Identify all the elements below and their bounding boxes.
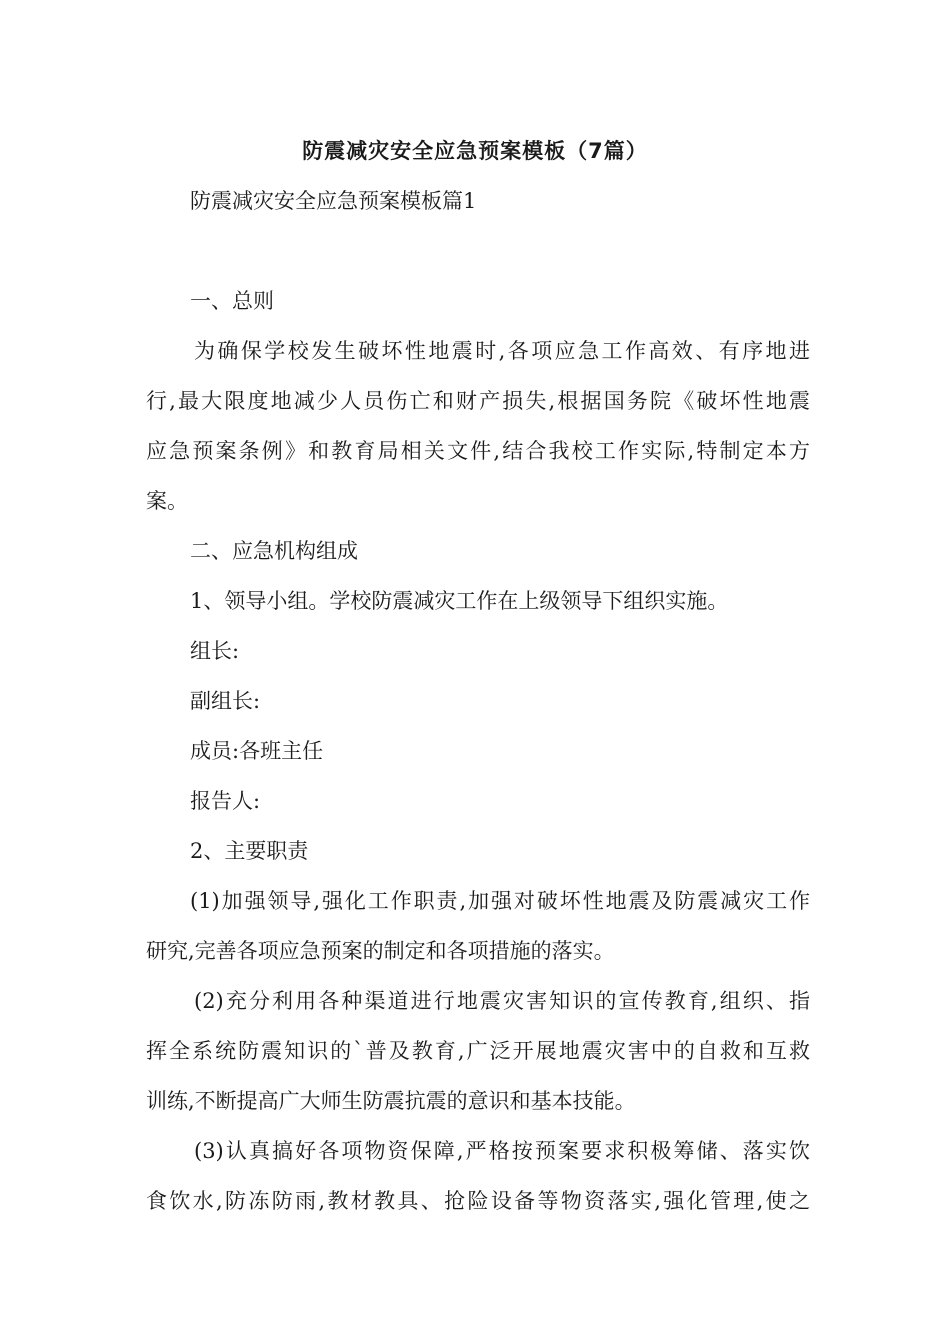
paragraph-line: (1)加强领导,强化工作职责,加强对破坏性地震及防震减灾工作 — [190, 889, 810, 913]
paragraph-line: 为确保学校发生破坏性地震时,各项应急工作高效、有序地进 — [194, 339, 810, 363]
document-subtitle: 防震减灾安全应急预案模板篇1 — [190, 189, 477, 213]
paragraph-line: 案。 — [146, 489, 188, 513]
list-item-leadership-group: 1、领导小组。学校防震减灾工作在上级领导下组织实施。 — [190, 589, 729, 613]
paragraph-line: 食饮水,防冻防雨,教材教具、抢险设备等物资落实,强化管理,使之 — [146, 1189, 810, 1213]
paragraph-line: 挥全系统防震知识的`普及教育,广泛开展地震灾害中的自救和互救 — [146, 1039, 810, 1063]
field-leader: 组长: — [190, 639, 240, 663]
list-item-main-duties: 2、主要职责 — [190, 839, 309, 863]
paragraph-line: (2)充分利用各种渠道进行地震灾害知识的宣传教育,组织、指 — [194, 989, 810, 1013]
section-heading-general: 一、总则 — [190, 289, 274, 313]
section-heading-organization: 二、应急机构组成 — [190, 539, 358, 563]
paragraph-line: 研究,完善各项应急预案的制定和各项措施的落实。 — [146, 939, 615, 963]
field-members: 成员:各班主任 — [190, 739, 324, 763]
field-reporter: 报告人: — [190, 789, 261, 813]
paragraph-line: 训练,不断提高广大师生防震抗震的意识和基本技能。 — [146, 1089, 636, 1113]
document-title: 防震减灾安全应急预案模板（7篇） — [302, 139, 648, 163]
field-deputy-leader: 副组长: — [190, 689, 261, 713]
paragraph-line: (3)认真搞好各项物资保障,严格按预案要求积极筹储、落实饮 — [194, 1139, 810, 1163]
paragraph-line: 行,最大限度地减少人员伤亡和财产损失,根据国务院《破坏性地震 — [146, 389, 810, 413]
paragraph-line: 应急预案条例》和教育局相关文件,结合我校工作实际,特制定本方 — [146, 439, 810, 463]
